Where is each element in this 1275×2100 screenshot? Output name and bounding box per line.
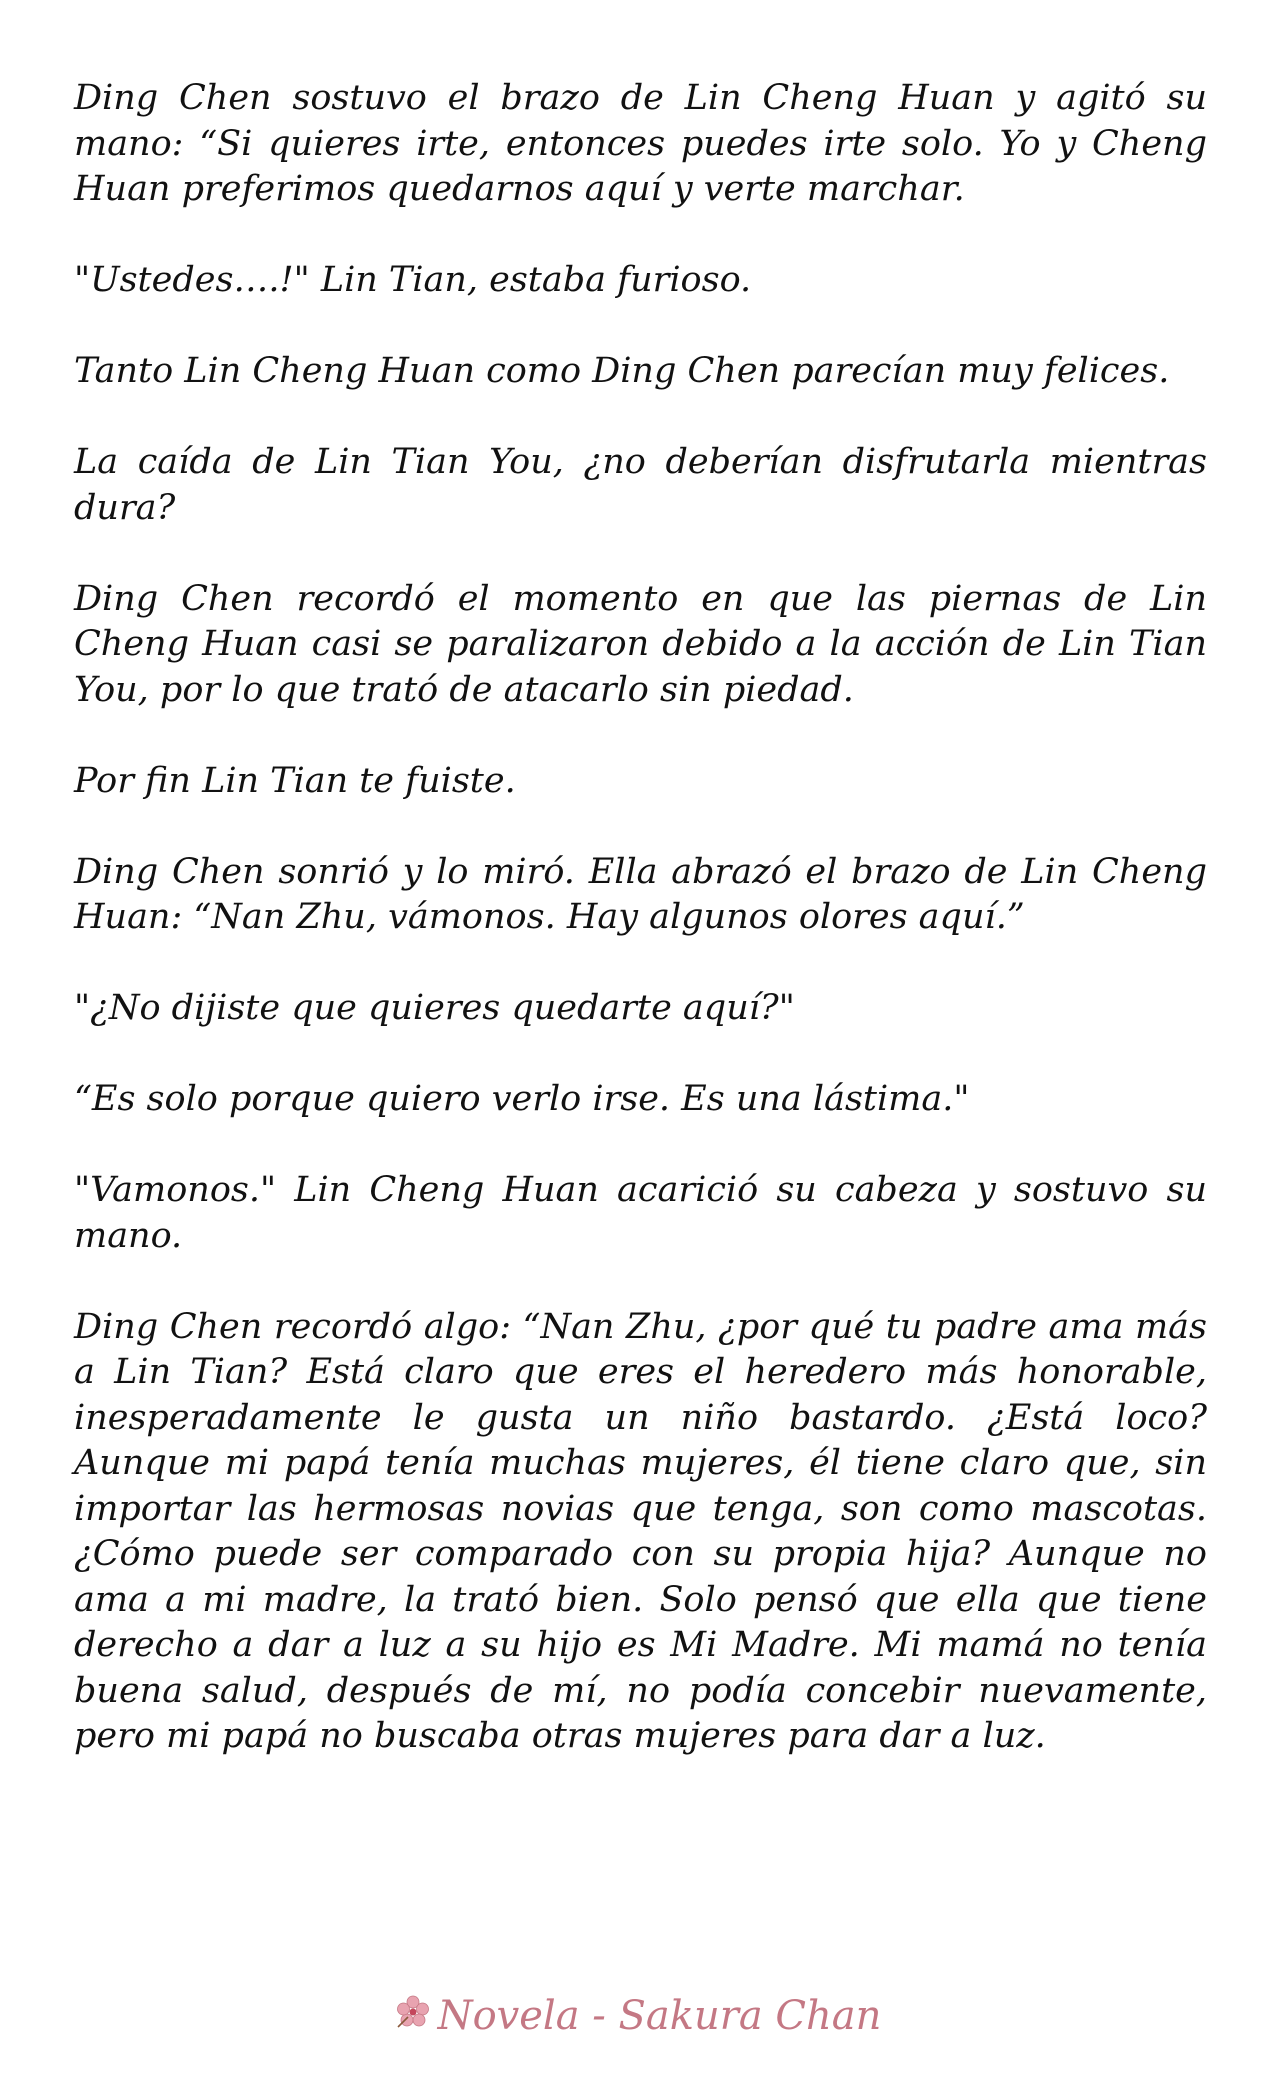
paragraph-11: Ding Chen recordó algo: “Nan Zhu, ¿por qué tu padre ama más a Lin Tian? Está claro que eres el heredero más honorable, inesperadamente le gusta un niño bastardo. ¿Está loco? Aunque mi papá tenía muchas mujeres, él tiene claro que, sin importar las hermosas novias que tenga, son como mascotas. ¿Cómo puede ser comparado con su propia hija? Aunque no ama a mi madre, la trató bien. Solo pensó que ella que tiene derecho a dar a luz a su hijo es Mi Madre. Mi mamá no tenía buena salud, después de mí, no podía concebir nuevamente, pero mi papá no buscaba otras mujeres para dar a luz.	[74, 1306, 1207, 1756]
paragraph-10: "Vamonos." Lin Cheng Huan acarició su cabeza y sostuvo su mano.	[74, 1170, 1207, 1256]
cherry-blossom-icon	[394, 1993, 432, 2031]
paragraph-4: La caída de Lin Tian You, ¿no deberían disfrutarla mientras dura?	[74, 442, 1207, 528]
paragraph-3: Tanto Lin Cheng Huan como Ding Chen parecían muy felices.	[74, 351, 1170, 391]
document-body	[74, 76, 1207, 1760]
paragraph-2: "Ustedes….!" Lin Tian, estaba furioso.	[74, 260, 752, 300]
footer-watermark	[0, 1990, 1275, 2039]
watermark-text: Novela - Sakura Chan	[437, 1993, 882, 2039]
paragraph-8: "¿No dijiste que quieres quedarte aquí?"	[74, 988, 795, 1028]
paragraph-1: Ding Chen sostuvo el brazo de Lin Cheng Huan y agitó su mano: “Si quieres irte, entonces puedes irte solo. Yo y Cheng Huan preferimos quedarnos aquí y verte marchar.	[74, 78, 1207, 209]
paragraph-6: Por fin Lin Tian te fuiste.	[74, 760, 516, 801]
paragraph-9: “Es solo porque quiero verlo irse. Es una lástima."	[74, 1079, 970, 1119]
paragraph-5: Ding Chen recordó el momento en que las piernas de Lin Cheng Huan casi se paralizaron debido a la acción de Lin Tian You, por lo que trató de atacarlo sin piedad.	[74, 578, 1207, 710]
paragraph-7: Ding Chen sonrió y lo miró. Ella abrazó el brazo de Lin Cheng Huan: “Nan Zhu, vámonos. Hay algunos olores aquí.”	[74, 851, 1207, 937]
